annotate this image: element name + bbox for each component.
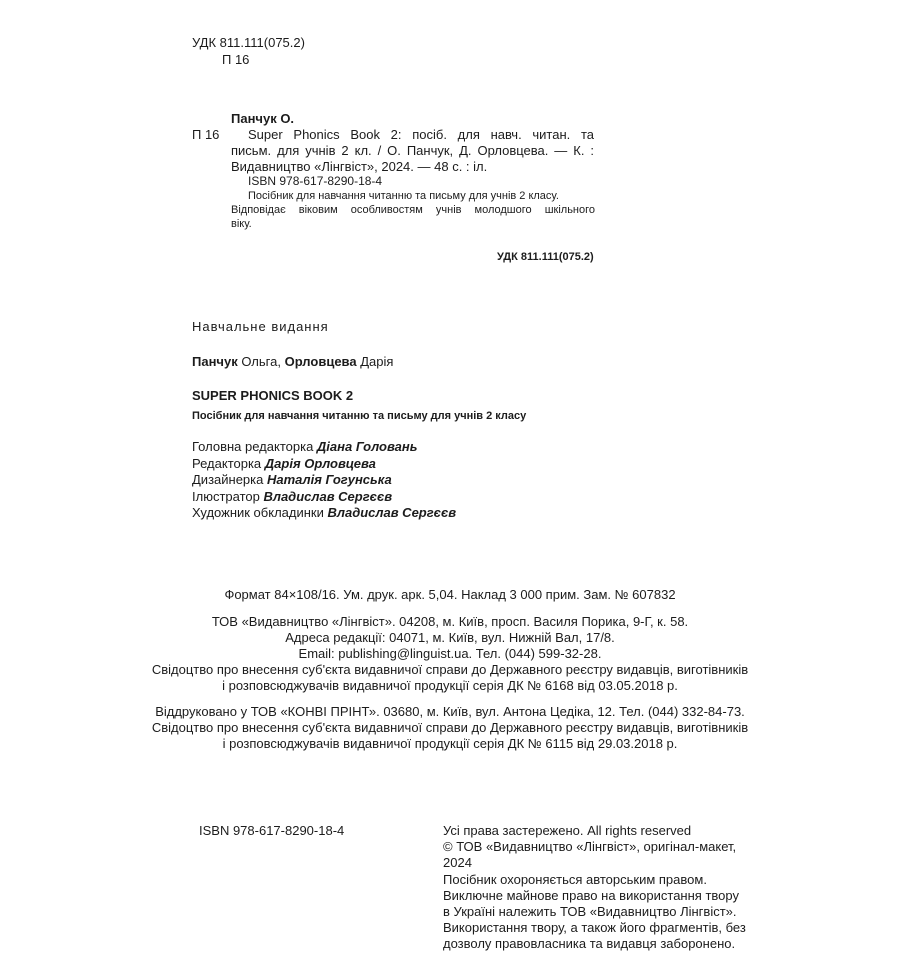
credit-name: Діана Головань — [316, 439, 418, 454]
catalog-annotation-2: Відповідає віковим особливостям учнів молодшого шкільного — [231, 204, 595, 216]
rights-line: Використання твору, а також його фрагментів, без — [443, 920, 746, 936]
author-1-surname: Панчук — [192, 354, 238, 369]
credit-role: Дизайнерка — [192, 472, 267, 487]
footer-isbn: ISBN 978-617-8290-18-4 — [199, 823, 345, 838]
credit-role: Головна редакторка — [192, 439, 317, 454]
udk-top: УДК 811.111(075.2) — [192, 35, 305, 50]
catalog-line-3: Видавництво «Лінгвіст», 2024. — 48 с. : іл. — [231, 159, 488, 174]
author-2-name: Дарія — [356, 354, 394, 369]
rights-line: в Україні належить ТОВ «Видавництво Лінгвіст». — [443, 904, 737, 920]
credit-name: Владислав Сергєєв — [327, 505, 457, 520]
catalog-line-1: Super Phonics Book 2: посіб. для навч. читан. та — [248, 127, 594, 142]
catalog-udk-right: УДК 811.111(075.2) — [497, 251, 594, 263]
credit-name: Наталія Гогунська — [266, 472, 392, 487]
catalog-isbn: ISBN 978-617-8290-18-4 — [248, 174, 383, 188]
author-2-surname: Орловцева — [284, 354, 357, 369]
imprint-certificate-2b: і розповсюджувачів видавничої продукції серія ДК № 6115 від 29.03.2018 р. — [222, 736, 678, 751]
catalog-annotation-1: Посібник для навчання читанню та письму для учнів 2 класу. — [248, 190, 559, 202]
imprint-printer: Віддруковано у ТОВ «КОНВІ ПРІНТ». 03680, м. Київ, вул. Антона Цедіка, 12. Тел. (044) 332-84-73. — [155, 704, 745, 719]
edition-type: Навчальне видання — [192, 319, 329, 334]
credit-designer — [192, 472, 456, 489]
edition-authors — [192, 354, 393, 370]
rights-line: © ТОВ «Видавництво «Лінгвіст», оригінал-макет, — [443, 839, 737, 855]
catalog-author: Панчук О. — [231, 111, 295, 126]
catalog-annotation-3: віку. — [231, 218, 252, 230]
rights-line: Виключне майнове право на використання твору — [443, 887, 739, 903]
credit-illustrator — [192, 489, 456, 506]
credit-role: Художник обкладинки — [192, 505, 328, 520]
credit-name: Дарія Орловцева — [264, 455, 376, 471]
rights-line: дозволу правовласника та видавця заборонено. — [443, 936, 736, 952]
catalog-code: П 16 — [192, 127, 220, 142]
credits-list — [192, 439, 456, 522]
catalog-line-2: письм. для учнів 2 кл. / О. Панчук, Д. Орловцева. — К. : — [231, 143, 594, 158]
credit-editor — [192, 456, 456, 473]
edition-subtitle: Посібник для навчання читанню та письму для учнів 2 класу — [192, 410, 527, 422]
imprint-publisher-2: Адреса редакції: 04071, м. Київ, вул. Нижній Вал, 17/8. — [285, 630, 615, 645]
imprint-format: Формат 84×108/16. Ум. друк. арк. 5,04. Наклад 3 000 прим. Зам. № 607832 — [224, 587, 676, 602]
rights-line: 2024 — [443, 855, 472, 871]
edition-title: SUPER PHONICS BOOK 2 — [192, 388, 354, 403]
footer-rights — [443, 823, 746, 953]
credit-role: Ілюстратор — [192, 488, 264, 504]
rights-line: Посібник охороняється авторським правом. — [443, 871, 707, 887]
imprint-publisher-3: Email: publishing@linguist.ua. Тел. (044) 599-32-28. — [298, 646, 602, 661]
imprint-certificate-2a: Свідоцтво про внесення суб'єкта видавничої справи до Державного реєстру видавців, виготівників — [151, 720, 749, 735]
credit-cover-artist — [192, 505, 456, 522]
credit-role: Редакторка — [192, 455, 265, 471]
imprint-certificate-1a: Свідоцтво про внесення суб'єкта видавничої справи до Державного реєстру видавців, виготівників — [151, 662, 749, 677]
rights-line: Усі права застережено. All rights reserved — [443, 823, 692, 838]
author-1-name: Ольга, — [237, 354, 285, 369]
credit-name: Владислав Сергєєв — [263, 488, 393, 504]
imprint-certificate-1b: і розповсюджувачів видавничої продукції серія ДК № 6168 від 03.05.2018 р. — [222, 678, 678, 693]
imprint-publisher-1: ТОВ «Видавництво «Лінгвіст». 04208, м. Київ, просп. Василя Порика, 9-Г, к. 58. — [211, 614, 689, 629]
code-top: П 16 — [222, 52, 250, 67]
credit-chief-editor — [192, 439, 456, 456]
